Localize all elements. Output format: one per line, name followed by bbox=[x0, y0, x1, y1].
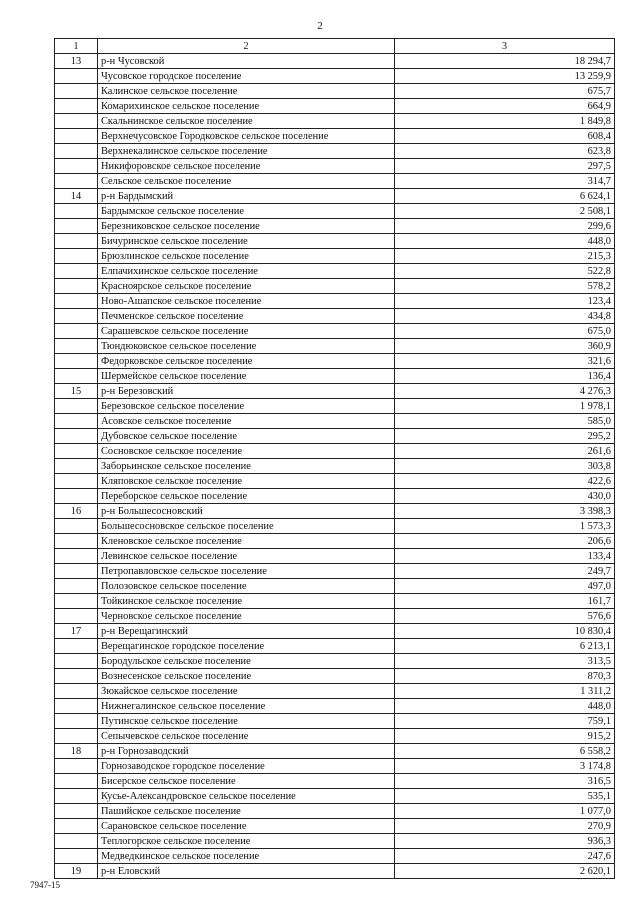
row-number bbox=[55, 174, 98, 189]
table-row bbox=[55, 69, 615, 84]
row-number: 16 bbox=[55, 504, 98, 519]
row-value: 623,8 bbox=[395, 144, 615, 159]
row-value: 759,1 bbox=[395, 714, 615, 729]
row-number bbox=[55, 144, 98, 159]
row-name: Асовское сельское поселение bbox=[98, 414, 395, 429]
row-number bbox=[55, 279, 98, 294]
row-number bbox=[55, 159, 98, 174]
table-row bbox=[55, 159, 615, 174]
table-row bbox=[55, 819, 615, 834]
row-name: Пашийское сельское поселение bbox=[98, 804, 395, 819]
row-value: 270,9 bbox=[395, 819, 615, 834]
table-row bbox=[55, 309, 615, 324]
table-row bbox=[55, 99, 615, 114]
row-name: Кляповское сельское поселение bbox=[98, 474, 395, 489]
row-name: Сосновское сельское поселение bbox=[98, 444, 395, 459]
row-name: Печменское сельское поселение bbox=[98, 309, 395, 324]
row-value: 448,0 bbox=[395, 234, 615, 249]
row-value: 161,7 bbox=[395, 594, 615, 609]
row-name: Бардымское сельское поселение bbox=[98, 204, 395, 219]
table-row bbox=[55, 339, 615, 354]
row-value: 1 978,1 bbox=[395, 399, 615, 414]
row-value: 2 620,1 bbox=[395, 864, 615, 879]
row-name: Шермейское сельское поселение bbox=[98, 369, 395, 384]
table-row bbox=[55, 684, 615, 699]
row-value: 316,5 bbox=[395, 774, 615, 789]
row-number bbox=[55, 759, 98, 774]
table-row bbox=[55, 129, 615, 144]
table-row bbox=[55, 414, 615, 429]
row-number bbox=[55, 834, 98, 849]
row-value: 576,6 bbox=[395, 609, 615, 624]
row-number bbox=[55, 534, 98, 549]
table-row bbox=[55, 789, 615, 804]
row-number bbox=[55, 129, 98, 144]
row-name: Переборское сельское поселение bbox=[98, 489, 395, 504]
table-row bbox=[55, 324, 615, 339]
table-row bbox=[55, 174, 615, 189]
table-row bbox=[55, 234, 615, 249]
row-number bbox=[55, 114, 98, 129]
row-value: 295,2 bbox=[395, 429, 615, 444]
table-row bbox=[55, 654, 615, 669]
row-number bbox=[55, 564, 98, 579]
table-row bbox=[55, 594, 615, 609]
row-name: Бисерское сельское поселение bbox=[98, 774, 395, 789]
row-number bbox=[55, 819, 98, 834]
row-name: Федорковское сельское поселение bbox=[98, 354, 395, 369]
row-number bbox=[55, 729, 98, 744]
table-row bbox=[55, 519, 615, 534]
row-name: Кусье-Александровское сельское поселение bbox=[98, 789, 395, 804]
table-row bbox=[55, 444, 615, 459]
row-value: 133,4 bbox=[395, 549, 615, 564]
header-col-1: 1 bbox=[55, 39, 98, 54]
row-value: 2 508,1 bbox=[395, 204, 615, 219]
table-row bbox=[55, 54, 615, 69]
row-number bbox=[55, 444, 98, 459]
row-value: 297,5 bbox=[395, 159, 615, 174]
table-body bbox=[55, 54, 615, 879]
row-number bbox=[55, 654, 98, 669]
table-row bbox=[55, 639, 615, 654]
row-number bbox=[55, 414, 98, 429]
row-number bbox=[55, 489, 98, 504]
row-value: 915,2 bbox=[395, 729, 615, 744]
row-value: 321,6 bbox=[395, 354, 615, 369]
row-number bbox=[55, 369, 98, 384]
row-number bbox=[55, 474, 98, 489]
row-name: Бичуринское сельское поселение bbox=[98, 234, 395, 249]
row-value: 535,1 bbox=[395, 789, 615, 804]
row-number bbox=[55, 699, 98, 714]
row-name: Красноярское сельское поселение bbox=[98, 279, 395, 294]
row-name: Елпачихинское сельское поселение bbox=[98, 264, 395, 279]
table-row bbox=[55, 114, 615, 129]
table-row bbox=[55, 504, 615, 519]
row-number: 14 bbox=[55, 189, 98, 204]
row-name: Сельское сельское поселение bbox=[98, 174, 395, 189]
row-value: 675,0 bbox=[395, 324, 615, 339]
row-number bbox=[55, 684, 98, 699]
row-name: р-н Горнозаводский bbox=[98, 744, 395, 759]
row-name: Калинское сельское поселение bbox=[98, 84, 395, 99]
row-number bbox=[55, 324, 98, 339]
row-number bbox=[55, 849, 98, 864]
row-name: Петропавловское сельское поселение bbox=[98, 564, 395, 579]
row-name: р-н Бардымский bbox=[98, 189, 395, 204]
table-row bbox=[55, 774, 615, 789]
row-value: 303,8 bbox=[395, 459, 615, 474]
row-name: Тойкинское сельское поселение bbox=[98, 594, 395, 609]
row-name: Березниковское сельское поселение bbox=[98, 219, 395, 234]
row-number bbox=[55, 429, 98, 444]
row-name: р-н Верещагинский bbox=[98, 624, 395, 639]
row-name: Нижнегалинское сельское поселение bbox=[98, 699, 395, 714]
row-name: Березовское сельское поселение bbox=[98, 399, 395, 414]
row-name: Горнозаводское городское поселение bbox=[98, 759, 395, 774]
table-row bbox=[55, 144, 615, 159]
header-col-2: 2 bbox=[98, 39, 395, 54]
header-row bbox=[55, 39, 615, 54]
row-number bbox=[55, 204, 98, 219]
row-value: 675,7 bbox=[395, 84, 615, 99]
row-value: 18 294,7 bbox=[395, 54, 615, 69]
row-number: 18 bbox=[55, 744, 98, 759]
row-name: Вознесенское сельское поселение bbox=[98, 669, 395, 684]
row-value: 360,9 bbox=[395, 339, 615, 354]
page-number: 2 bbox=[317, 20, 323, 32]
row-number bbox=[55, 264, 98, 279]
table-row bbox=[55, 249, 615, 264]
table-row bbox=[55, 189, 615, 204]
table-row bbox=[55, 384, 615, 399]
table-row bbox=[55, 84, 615, 99]
table-header bbox=[55, 39, 615, 54]
row-name: Зюкайское сельское поселение bbox=[98, 684, 395, 699]
row-value: 497,0 bbox=[395, 579, 615, 594]
row-name: Верхнечусовское Городковское сельское поселение bbox=[98, 129, 395, 144]
table-row bbox=[55, 669, 615, 684]
table-row bbox=[55, 534, 615, 549]
table-row bbox=[55, 399, 615, 414]
row-number bbox=[55, 99, 98, 114]
row-name: Заборьинское сельское поселение bbox=[98, 459, 395, 474]
row-value: 1 077,0 bbox=[395, 804, 615, 819]
table-row bbox=[55, 699, 615, 714]
row-number: 13 bbox=[55, 54, 98, 69]
table-row bbox=[55, 609, 615, 624]
row-name: Сарановское сельское поселение bbox=[98, 819, 395, 834]
row-number: 17 bbox=[55, 624, 98, 639]
row-name: Бородульское сельское поселение bbox=[98, 654, 395, 669]
table-row bbox=[55, 729, 615, 744]
row-value: 3 398,3 bbox=[395, 504, 615, 519]
row-value: 434,8 bbox=[395, 309, 615, 324]
row-value: 4 276,3 bbox=[395, 384, 615, 399]
table-row bbox=[55, 579, 615, 594]
row-value: 1 573,3 bbox=[395, 519, 615, 534]
row-number bbox=[55, 459, 98, 474]
document-code: 7947-15 bbox=[30, 880, 60, 890]
row-number bbox=[55, 219, 98, 234]
row-value: 13 259,9 bbox=[395, 69, 615, 84]
row-value: 664,9 bbox=[395, 99, 615, 114]
row-value: 136,4 bbox=[395, 369, 615, 384]
table-row bbox=[55, 429, 615, 444]
row-name: Сарашевское сельское поселение bbox=[98, 324, 395, 339]
row-name: Комарихинское сельское поселение bbox=[98, 99, 395, 114]
row-number bbox=[55, 594, 98, 609]
row-number: 15 bbox=[55, 384, 98, 399]
table-row bbox=[55, 489, 615, 504]
row-value: 608,4 bbox=[395, 129, 615, 144]
row-name: Скальнинское сельское поселение bbox=[98, 114, 395, 129]
row-value: 249,7 bbox=[395, 564, 615, 579]
row-value: 261,6 bbox=[395, 444, 615, 459]
row-name: Никифоровское сельское поселение bbox=[98, 159, 395, 174]
row-value: 299,6 bbox=[395, 219, 615, 234]
row-name: Дубовское сельское поселение bbox=[98, 429, 395, 444]
row-number bbox=[55, 669, 98, 684]
row-name: Кленовское сельское поселение bbox=[98, 534, 395, 549]
row-number bbox=[55, 234, 98, 249]
table-row bbox=[55, 714, 615, 729]
row-value: 1 311,2 bbox=[395, 684, 615, 699]
row-number bbox=[55, 309, 98, 324]
row-number bbox=[55, 639, 98, 654]
row-name: Тюндюковское сельское поселение bbox=[98, 339, 395, 354]
table-row bbox=[55, 864, 615, 879]
row-value: 422,6 bbox=[395, 474, 615, 489]
table-row bbox=[55, 849, 615, 864]
row-name: Сепычевское сельское поселение bbox=[98, 729, 395, 744]
table-row bbox=[55, 624, 615, 639]
row-number bbox=[55, 69, 98, 84]
row-name: Ново-Ашапское сельское поселение bbox=[98, 294, 395, 309]
row-number bbox=[55, 804, 98, 819]
row-value: 585,0 bbox=[395, 414, 615, 429]
table-row bbox=[55, 564, 615, 579]
row-name: Медведкинское сельское поселение bbox=[98, 849, 395, 864]
row-value: 430,0 bbox=[395, 489, 615, 504]
row-name: Верхнекалинское сельское поселение bbox=[98, 144, 395, 159]
row-name: Теплогорское сельское поселение bbox=[98, 834, 395, 849]
row-value: 314,7 bbox=[395, 174, 615, 189]
row-number bbox=[55, 579, 98, 594]
table-row bbox=[55, 264, 615, 279]
row-name: р-н Березовский bbox=[98, 384, 395, 399]
row-value: 6 558,2 bbox=[395, 744, 615, 759]
row-name: Брюзлинское сельское поселение bbox=[98, 249, 395, 264]
table-row bbox=[55, 459, 615, 474]
row-value: 1 849,8 bbox=[395, 114, 615, 129]
table-row bbox=[55, 804, 615, 819]
table-row bbox=[55, 369, 615, 384]
row-name: Путинское сельское поселение bbox=[98, 714, 395, 729]
table-row bbox=[55, 219, 615, 234]
row-value: 10 830,4 bbox=[395, 624, 615, 639]
row-number bbox=[55, 549, 98, 564]
row-value: 3 174,8 bbox=[395, 759, 615, 774]
row-name: Черновское сельское поселение bbox=[98, 609, 395, 624]
row-value: 936,3 bbox=[395, 834, 615, 849]
table-row bbox=[55, 744, 615, 759]
row-value: 247,6 bbox=[395, 849, 615, 864]
table-row bbox=[55, 759, 615, 774]
row-number bbox=[55, 84, 98, 99]
row-value: 870,3 bbox=[395, 669, 615, 684]
row-number bbox=[55, 714, 98, 729]
table-row bbox=[55, 204, 615, 219]
row-name: р-н Большесосновский bbox=[98, 504, 395, 519]
table-row bbox=[55, 279, 615, 294]
budget-table bbox=[54, 38, 615, 879]
row-number bbox=[55, 519, 98, 534]
row-name: Верещагинское городское поселение bbox=[98, 639, 395, 654]
row-name: Чусовское городское поселение bbox=[98, 69, 395, 84]
header-col-3: 3 bbox=[395, 39, 615, 54]
table-row bbox=[55, 474, 615, 489]
row-value: 448,0 bbox=[395, 699, 615, 714]
row-number bbox=[55, 294, 98, 309]
table-row bbox=[55, 294, 615, 309]
row-number bbox=[55, 399, 98, 414]
row-name: Большесосновское сельское поселение bbox=[98, 519, 395, 534]
row-value: 6 624,1 bbox=[395, 189, 615, 204]
row-value: 522,8 bbox=[395, 264, 615, 279]
row-value: 206,6 bbox=[395, 534, 615, 549]
table-row bbox=[55, 354, 615, 369]
row-number bbox=[55, 339, 98, 354]
row-name: Полозовское сельское поселение bbox=[98, 579, 395, 594]
row-number bbox=[55, 774, 98, 789]
row-number bbox=[55, 789, 98, 804]
row-number bbox=[55, 609, 98, 624]
row-value: 215,3 bbox=[395, 249, 615, 264]
table-row bbox=[55, 834, 615, 849]
row-number bbox=[55, 354, 98, 369]
row-name: р-н Чусовской bbox=[98, 54, 395, 69]
row-number bbox=[55, 249, 98, 264]
row-value: 578,2 bbox=[395, 279, 615, 294]
row-value: 123,4 bbox=[395, 294, 615, 309]
row-value: 313,5 bbox=[395, 654, 615, 669]
row-name: р-н Еловский bbox=[98, 864, 395, 879]
row-value: 6 213,1 bbox=[395, 639, 615, 654]
row-name: Левинское сельское поселение bbox=[98, 549, 395, 564]
row-number: 19 bbox=[55, 864, 98, 879]
table-row bbox=[55, 549, 615, 564]
